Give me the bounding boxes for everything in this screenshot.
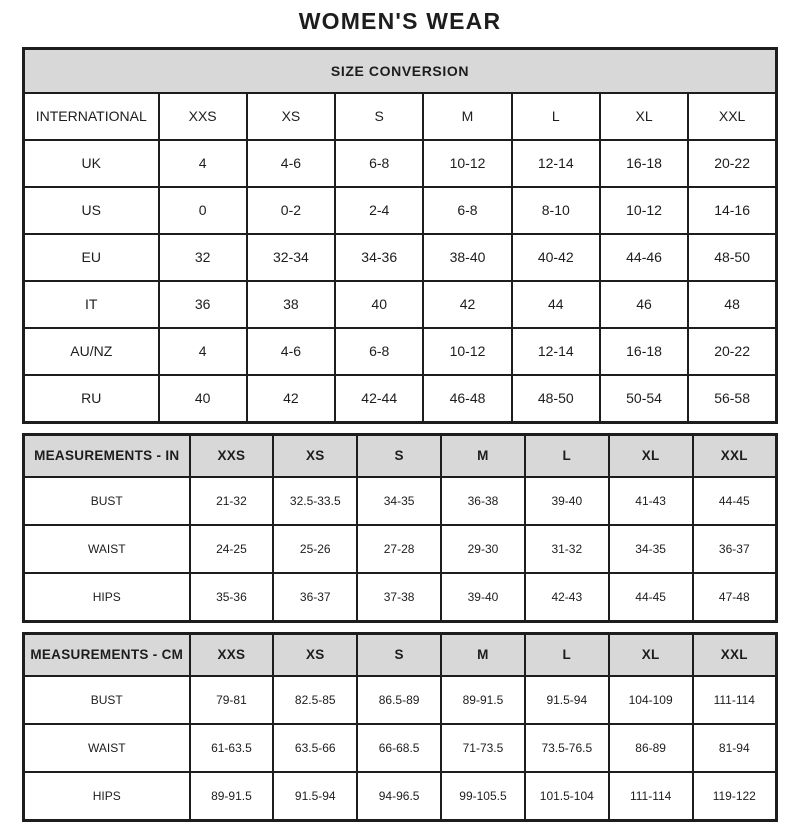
table-cell: 32-34 bbox=[247, 234, 335, 281]
table-cell: 99-105.5 bbox=[441, 772, 525, 821]
row-label: HIPS bbox=[24, 573, 190, 622]
size-conversion-title: SIZE CONVERSION bbox=[24, 48, 777, 93]
column-header-xs: XS bbox=[273, 633, 357, 676]
table-cell: 42-44 bbox=[335, 375, 423, 423]
table-cell: 91.5-94 bbox=[525, 676, 609, 724]
table-cell: 71-73.5 bbox=[441, 724, 525, 772]
table-cell: 36-38 bbox=[441, 477, 525, 525]
table-cell: 94-96.5 bbox=[357, 772, 441, 821]
table-cell: 44 bbox=[512, 281, 600, 328]
table-cell: 91.5-94 bbox=[273, 772, 357, 821]
column-header-row bbox=[24, 633, 777, 676]
table-cell: 46 bbox=[600, 281, 688, 328]
table-cell: 6-8 bbox=[335, 328, 423, 375]
table-row-hips bbox=[24, 573, 777, 622]
table-cell: 104-109 bbox=[609, 676, 693, 724]
column-header-xxs: XXS bbox=[190, 434, 274, 477]
table-cell: 10-12 bbox=[600, 187, 688, 234]
table-row-us bbox=[24, 187, 777, 234]
table-cell: 14-16 bbox=[688, 187, 776, 234]
measurements-cm-table bbox=[22, 632, 778, 822]
table-cell: 6-8 bbox=[335, 140, 423, 187]
table-cell: 47-48 bbox=[693, 573, 777, 622]
table-cell: 10-12 bbox=[423, 328, 511, 375]
table-cell: 89-91.5 bbox=[441, 676, 525, 724]
table-row-hips bbox=[24, 772, 777, 821]
page-container bbox=[22, 8, 778, 822]
table-cell: 86-89 bbox=[609, 724, 693, 772]
column-header-xs: XS bbox=[247, 93, 335, 140]
measurements-in-title: MEASUREMENTS - IN bbox=[24, 434, 190, 477]
column-header-row bbox=[24, 93, 777, 140]
column-header-s: S bbox=[357, 434, 441, 477]
table-cell: 46-48 bbox=[423, 375, 511, 423]
table-cell: 44-45 bbox=[609, 573, 693, 622]
table-cell: 31-32 bbox=[525, 525, 609, 573]
row-label: US bbox=[24, 187, 159, 234]
table-cell: 20-22 bbox=[688, 140, 776, 187]
column-header-xxl: XXL bbox=[693, 633, 777, 676]
column-header-international: INTERNATIONAL bbox=[24, 93, 159, 140]
table-cell: 56-58 bbox=[688, 375, 776, 423]
measurements-cm-title: MEASUREMENTS - CM bbox=[24, 633, 190, 676]
table-cell: 41-43 bbox=[609, 477, 693, 525]
table-cell: 34-35 bbox=[609, 525, 693, 573]
table-cell: 16-18 bbox=[600, 328, 688, 375]
table-cell: 36-37 bbox=[273, 573, 357, 622]
table-cell: 35-36 bbox=[190, 573, 274, 622]
table-row-ru bbox=[24, 375, 777, 423]
table-cell: 21-32 bbox=[190, 477, 274, 525]
column-header-l: L bbox=[512, 93, 600, 140]
size-conversion-table bbox=[22, 47, 778, 424]
column-header-xxs: XXS bbox=[159, 93, 247, 140]
table-cell: 4 bbox=[159, 328, 247, 375]
row-label: RU bbox=[24, 375, 159, 423]
table-cell: 40-42 bbox=[512, 234, 600, 281]
column-header-l: L bbox=[525, 633, 609, 676]
table-row-waist bbox=[24, 525, 777, 573]
table-cell: 61-63.5 bbox=[190, 724, 274, 772]
column-header-m: M bbox=[441, 633, 525, 676]
column-header-row bbox=[24, 434, 777, 477]
row-label: BUST bbox=[24, 676, 190, 724]
table-cell: 32 bbox=[159, 234, 247, 281]
column-header-xl: XL bbox=[609, 434, 693, 477]
table-cell: 38-40 bbox=[423, 234, 511, 281]
row-label: IT bbox=[24, 281, 159, 328]
table-row-waist bbox=[24, 724, 777, 772]
table-cell: 34-36 bbox=[335, 234, 423, 281]
table-cell: 4 bbox=[159, 140, 247, 187]
row-label: WAIST bbox=[24, 724, 190, 772]
table-row-aunz bbox=[24, 328, 777, 375]
table-cell: 82.5-85 bbox=[273, 676, 357, 724]
row-label: HIPS bbox=[24, 772, 190, 821]
table-cell: 0 bbox=[159, 187, 247, 234]
table-cell: 101.5-104 bbox=[525, 772, 609, 821]
table-cell: 20-22 bbox=[688, 328, 776, 375]
column-header-m: M bbox=[441, 434, 525, 477]
table-cell: 29-30 bbox=[441, 525, 525, 573]
table-cell: 4-6 bbox=[247, 328, 335, 375]
table-cell: 48-50 bbox=[512, 375, 600, 423]
table-cell: 79-81 bbox=[190, 676, 274, 724]
table-cell: 38 bbox=[247, 281, 335, 328]
table-cell: 24-25 bbox=[190, 525, 274, 573]
table-row-bust bbox=[24, 676, 777, 724]
table-cell: 48 bbox=[688, 281, 776, 328]
row-label: EU bbox=[24, 234, 159, 281]
table-cell: 40 bbox=[335, 281, 423, 328]
table-cell: 32.5-33.5 bbox=[273, 477, 357, 525]
table-cell: 63.5-66 bbox=[273, 724, 357, 772]
table-cell: 16-18 bbox=[600, 140, 688, 187]
table-cell: 37-38 bbox=[357, 573, 441, 622]
table-cell: 89-91.5 bbox=[190, 772, 274, 821]
table-row-it bbox=[24, 281, 777, 328]
row-label: BUST bbox=[24, 477, 190, 525]
table-cell: 73.5-76.5 bbox=[525, 724, 609, 772]
column-header-xxl: XXL bbox=[693, 434, 777, 477]
table-cell: 27-28 bbox=[357, 525, 441, 573]
table-cell: 66-68.5 bbox=[357, 724, 441, 772]
table-cell: 6-8 bbox=[423, 187, 511, 234]
table-cell: 0-2 bbox=[247, 187, 335, 234]
table-cell: 86.5-89 bbox=[357, 676, 441, 724]
table-row-bust bbox=[24, 477, 777, 525]
column-header-xxs: XXS bbox=[190, 633, 274, 676]
table-cell: 42 bbox=[423, 281, 511, 328]
table-cell: 34-35 bbox=[357, 477, 441, 525]
table-cell: 44-45 bbox=[693, 477, 777, 525]
table-cell: 36-37 bbox=[693, 525, 777, 573]
table-cell: 119-122 bbox=[693, 772, 777, 821]
table-cell: 42 bbox=[247, 375, 335, 423]
table-cell: 25-26 bbox=[273, 525, 357, 573]
table-cell: 111-114 bbox=[693, 676, 777, 724]
table-cell: 36 bbox=[159, 281, 247, 328]
table-cell: 12-14 bbox=[512, 328, 600, 375]
table-cell: 111-114 bbox=[609, 772, 693, 821]
column-header-xl: XL bbox=[600, 93, 688, 140]
row-label: WAIST bbox=[24, 525, 190, 573]
column-header-l: L bbox=[525, 434, 609, 477]
table-cell: 8-10 bbox=[512, 187, 600, 234]
column-header-xs: XS bbox=[273, 434, 357, 477]
column-header-xxl: XXL bbox=[688, 93, 776, 140]
table-cell: 2-4 bbox=[335, 187, 423, 234]
column-header-s: S bbox=[357, 633, 441, 676]
table-cell: 39-40 bbox=[525, 477, 609, 525]
measurements-in-table bbox=[22, 433, 778, 623]
table-cell: 44-46 bbox=[600, 234, 688, 281]
page-title: WOMEN'S WEAR bbox=[298, 8, 502, 34]
row-label: UK bbox=[24, 140, 159, 187]
table-cell: 50-54 bbox=[600, 375, 688, 423]
table-cell: 81-94 bbox=[693, 724, 777, 772]
table-cell: 12-14 bbox=[512, 140, 600, 187]
table-banner-row bbox=[24, 48, 777, 93]
column-header-s: S bbox=[335, 93, 423, 140]
column-header-xl: XL bbox=[609, 633, 693, 676]
table-cell: 10-12 bbox=[423, 140, 511, 187]
table-cell: 4-6 bbox=[247, 140, 335, 187]
table-cell: 42-43 bbox=[525, 573, 609, 622]
column-header-m: M bbox=[423, 93, 511, 140]
table-row-uk bbox=[24, 140, 777, 187]
table-cell: 39-40 bbox=[441, 573, 525, 622]
table-cell: 48-50 bbox=[688, 234, 776, 281]
table-row-eu bbox=[24, 234, 777, 281]
table-cell: 40 bbox=[159, 375, 247, 423]
row-label: AU/NZ bbox=[24, 328, 159, 375]
